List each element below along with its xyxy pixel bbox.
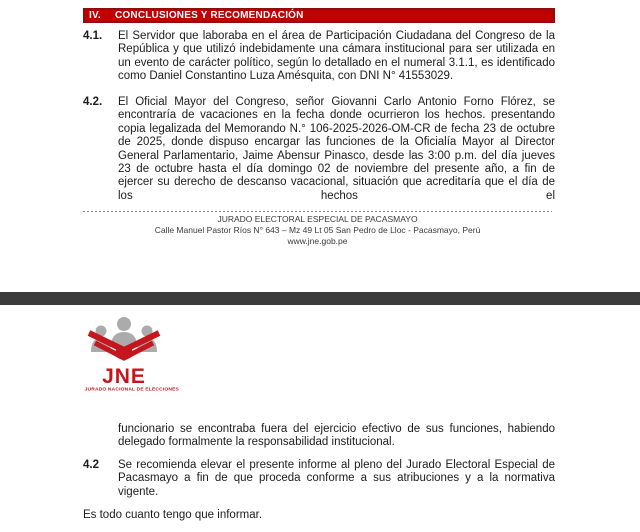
paragraph-4-2 (83, 96, 555, 203)
paragraph-text: funcionario se encontraba fuera del ejercicio efectivo de sus funciones, habiendo delegado formalmente la responsabilidad institucional. (118, 423, 555, 449)
item-number: 4.2. (83, 96, 103, 108)
jne-logo (76, 316, 179, 393)
paragraph-4-1 (83, 30, 555, 84)
item-number: 4.2 (83, 459, 99, 471)
page-footer (83, 214, 552, 247)
logo-acronym: JNE (102, 365, 146, 388)
section-header (83, 8, 555, 23)
footer-website: www.jne.gob.pe (287, 236, 348, 246)
paragraph-4-2-recommendation (83, 459, 555, 499)
page-break-separator (0, 292, 640, 305)
item-number: 4.1. (83, 30, 103, 42)
paragraph-text: El Servidor que laboraba en el área de Participación Ciudadana del Congreso de la República y que utilizó indebidamente una cámara institucional para ser utilizada en un evento de carácter político, según lo detallado en el numeral 3.1.1, es identificado como Daniel Constantino Luza Amésquita, con DNI N° 41553029. (118, 30, 555, 83)
paragraph-text: El Oficial Mayor del Congreso, señor Giovanni Carlo Antonio Forno Flórez, se encontraría de vacaciones en la fecha donde ocurrieron los hechos. presentando copia legalizada del Memorando N.° 106-2025-2026-OM-CR de fecha 23 de octubre de 2025, donde dispuso encargar las funciones de la Oficialía Mayor al Director General Parlamentario, Jaime Abensur Pinasco, desde las 3:00 p.m. del día jueves 23 de octubre hasta el día domingo 02 de noviembre del presente año, a fin de ejercer su derecho de descanso vacacional, situación que acreditaría que el día de los hechos el (118, 96, 555, 202)
jne-emblem-icon (76, 316, 172, 362)
footer-divider-dashed-line (83, 211, 552, 212)
closing-statement: Es todo cuanto tengo que informar. (83, 509, 263, 521)
continuation-paragraph (83, 423, 555, 450)
section-title: CONCLUSIONES Y RECOMENDACIÓN (115, 10, 304, 21)
footer-address: Calle Manuel Pastor Ríos N° 643 – Mz 49 Lt 05 San Pedro de Lloc - Pacasmayo, Perú (154, 225, 481, 235)
logo-org-name: JURADO NACIONAL DE ELECCIONES (84, 387, 179, 392)
footer-org-name: JURADO ELECTORAL ESPECIAL DE PACASMAYO (217, 214, 418, 224)
section-numeral: IV. (89, 10, 101, 21)
paragraph-text: Se recomienda elevar el presente informe al pleno del Jurado Electoral Especial de Pacasmayo a fin de que proceda conforme a sus atribuciones y a la normativa vigente. (118, 459, 555, 498)
